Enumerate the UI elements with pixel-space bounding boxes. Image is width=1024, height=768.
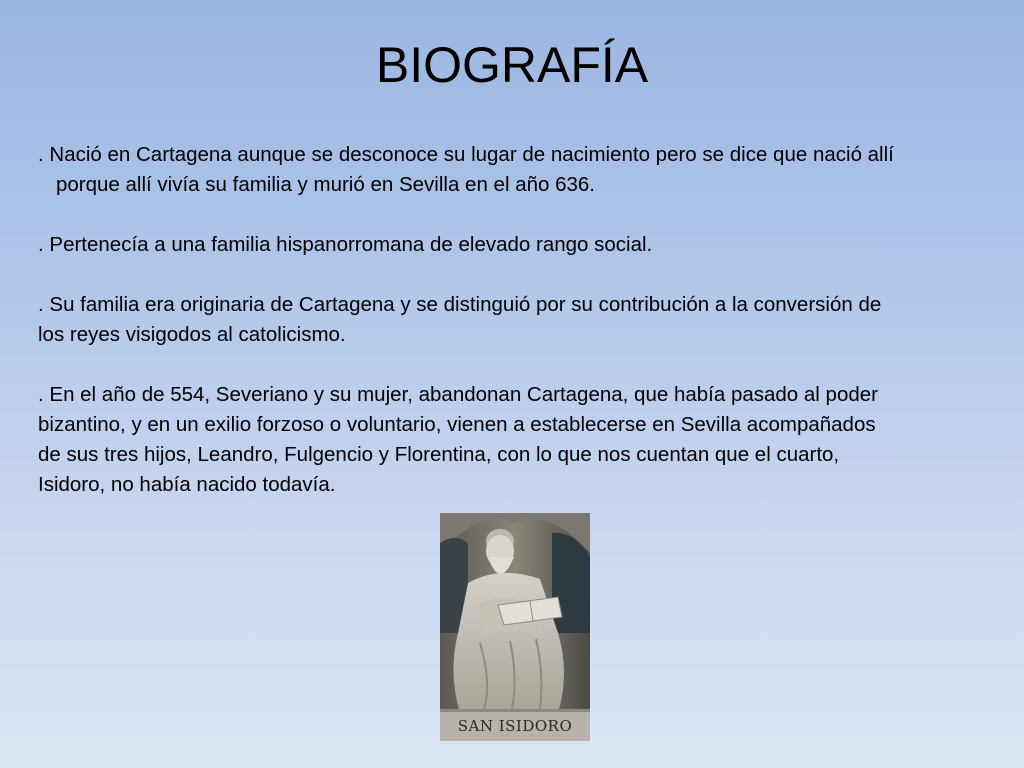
- statue-plaque-label: SAN ISIDORO: [457, 717, 573, 735]
- paragraph-line: de sus tres hijos, Leandro, Fulgencio y Florentina, con lo que nos cuentan que el cuarto,: [38, 443, 840, 466]
- slide-title: BIOGRAFÍA: [375, 37, 649, 93]
- biography-text: [38, 140, 1010, 500]
- paragraph-family-rank: [38, 230, 1010, 260]
- paragraph-line: . Pertenecía a una familia hispanorromana de elevado rango social.: [38, 233, 653, 256]
- san-isidoro-statue-photo: [440, 513, 590, 741]
- paragraph-family-origin: [38, 290, 1010, 350]
- statue-illustration: [440, 513, 590, 741]
- paragraph-birth: [38, 140, 1010, 200]
- paragraph-exile: [38, 380, 1010, 500]
- paragraph-line: . En el año de 554, Severiano y su mujer, abandonan Cartagena, que había pasado al poder: [38, 383, 878, 406]
- paragraph-line: . Su familia era originaria de Cartagena y se distinguió por su contribución a la conversión de: [38, 293, 882, 316]
- paragraph-line: porque allí vivía su familia y murió en Sevilla en el año 636.: [56, 173, 595, 196]
- paragraph-line: . Nació en Cartagena aunque se desconoce su lugar de nacimiento pero se dice que nació allí: [38, 143, 894, 166]
- paragraph-line: bizantino, y en un exilio forzoso o voluntario, vienen a establecerse en Sevilla acompañados: [38, 413, 876, 436]
- paragraph-line: los reyes visigodos al catolicismo.: [38, 323, 346, 346]
- paragraph-line: Isidoro, no había nacido todavía.: [38, 473, 336, 496]
